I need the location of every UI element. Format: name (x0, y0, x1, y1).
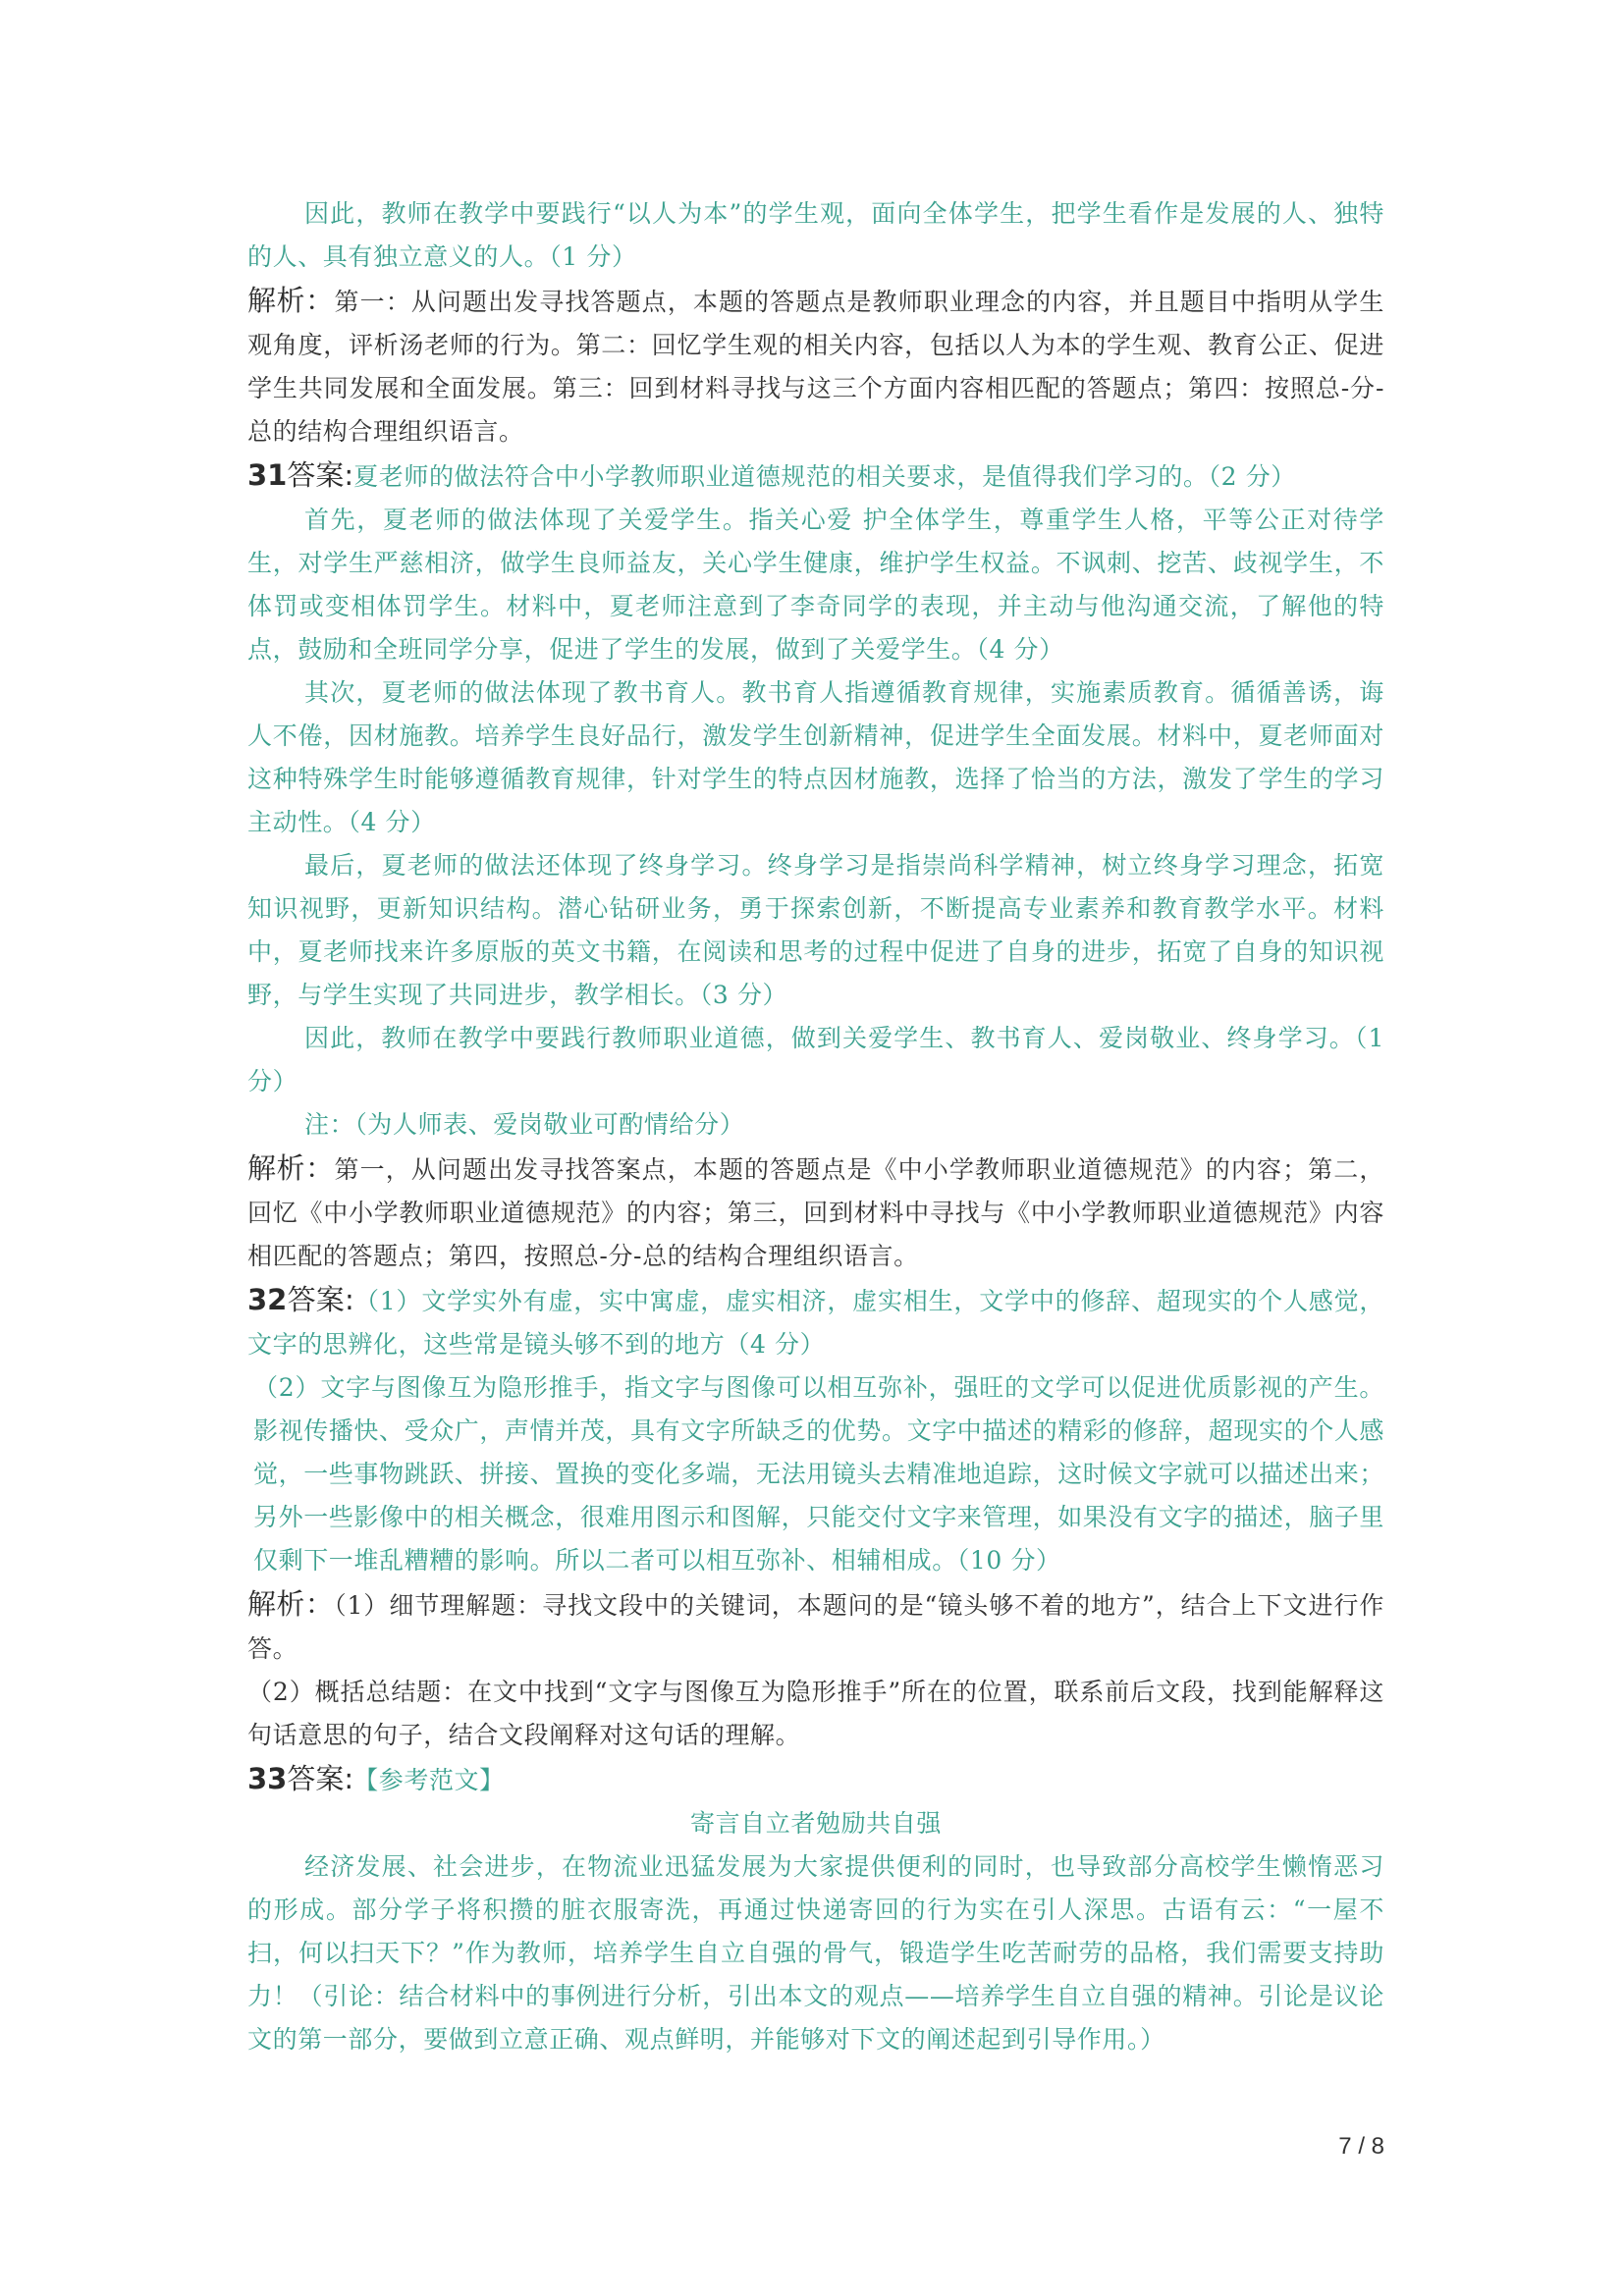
question-number: 33 (247, 1762, 288, 1795)
q30-analysis (247, 279, 1384, 454)
page-number: 7 / 8 (1338, 2133, 1384, 2160)
analysis-text: （1）细节理解题：寻找文段中的关键词，本题问的是“镜头够不着的地方”，结合上下文进行作答。 (247, 1591, 1384, 1663)
answer-label: 答案: (287, 1283, 354, 1316)
answer-lead-text: 【参考范文】 (353, 1766, 505, 1794)
q32-answer-lead (247, 1278, 1384, 1366)
analysis-label: 解析： (247, 1587, 335, 1621)
q32-analysis-2: （2）概括总结题：在文中找到“文字与图像互为隐形推手”所在的位置，联系前后文段，找到能解释这句话意思的句子，结合文段阐释对这句话的理解。 (247, 1678, 1384, 1749)
q31-paragraph-3: 最后，夏老师的做法还体现了终身学习。终身学习是指崇尚科学精神，树立终身学习理念，拓宽知识视野，更新知识结构。潜心钻研业务，勇于探索创新，不断提高专业素养和教育教学水平。材料中，夏老师找来许多原版的英文书籍，在阅读和思考的过程中促进了自身的进步，拓宽了自身的知识视野，与学生实现了共同进步，教学相长。（3 分） (247, 851, 1384, 1009)
answer-lead-text: （1）文学实外有虚，实中寓虚，虚实相济，虚实相生，文学中的修辞、超现实的个人感觉，文字的思辨化，这些常是镜头够不到的地方（4 分） (247, 1287, 1384, 1359)
essay-title: 寄言自立者勉励共自强 (689, 1809, 942, 1838)
question-number: 31 (247, 458, 288, 492)
analysis-text: 第一，从问题出发寻找答案点，本题的答题点是《中小学教师职业道德规范》的内容；第二，回忆《中小学教师职业道德规范》的内容；第三，回到材料中寻找与《中小学教师职业道德规范》内容相匹配的答题点；第四，按照总-分-总的结构合理组织语言。 (247, 1155, 1384, 1270)
question-number: 32 (247, 1283, 288, 1316)
analysis-label: 解析： (247, 284, 335, 317)
q31-answer-lead (247, 454, 1384, 499)
answer-lead-text: 夏老师的做法符合中小学教师职业道德规范的相关要求，是值得我们学习的。（2 分） (353, 462, 1296, 491)
answer-label: 答案: (287, 458, 354, 492)
q31-analysis (247, 1147, 1384, 1278)
q32-paragraph-2: （2）文字与图像互为隐形推手，指文字与图像可以相互弥补，强旺的文学可以促进优质影视的产生。影视传播快、受众广，声情并茂，具有文字所缺乏的优势。文字中描述的精彩的修辞，超现实的个人感觉，一些事物跳跃、拼接、置换的变化多端，无法用镜头去精准地追踪，这时候文字就可以描述出来；另外一些影像中的相关概念，很难用图示和图解，只能交付文字来管理，如果没有文字的描述，脑子里仅剩下一堆乱糟糟的影响。所以二者可以相互弥补、相辅相成。（10 分） (253, 1373, 1385, 1575)
document-body (247, 192, 1384, 2061)
q33-paragraph-1: 经济发展、社会进步，在物流业迅猛发展为大家提供便利的同时，也导致部分高校学生懒惰恶习的形成。部分学子将积攒的脏衣服寄洗，再通过快递寄回的行为实在引人深思。古语有云：“一屋不扫，何以扫天下？”作为教师，培养学生自立自强的骨气，锻造学生吃苦耐劳的品格，我们需要支持助力！（引论：结合材料中的事例进行分析，引出本文的观点——培养学生自立自强的精神。引论是议论文的第一部分，要做到立意正确、观点鲜明，并能够对下文的阐述起到引导作用。） (247, 1852, 1384, 2054)
q32-analysis (247, 1582, 1384, 1671)
analysis-text: 第一：从问题出发寻找答题点，本题的答题点是教师职业理念的内容，并且题目中指明从学生观角度，评析汤老师的行为。第二：回忆学生观的相关内容，包括以人为本的学生观、教育公正、促进学生共同发展和全面发展。第三：回到材料寻找与这三个方面内容相匹配的答题点；第四：按照总-分-总的结构合理组织语言。 (247, 288, 1384, 446)
q33-answer-lead (247, 1757, 1384, 1802)
q31-note: 注：（为人师表、爱岗敬业可酌情给分） (304, 1110, 745, 1139)
q31-paragraph-4: 因此，教师在教学中要践行教师职业道德，做到关爱学生、教书育人、爱岗敬业、终身学习。（1 分） (247, 1024, 1384, 1095)
q31-paragraph-1: 首先，夏老师的做法体现了关爱学生。指关心爱 护全体学生，尊重学生人格，平等公正对待学生，对学生严慈相济，做学生良师益友，关心学生健康，维护学生权益。不讽刺、挖苦、歧视学生，不体罚或变相体罚学生。材料中，夏老师注意到了李奇同学的表现，并主动与他沟通交流，了解他的特点，鼓励和全班同学分享，促进了学生的发展，做到了关爱学生。（4 分） (247, 506, 1384, 664)
q31-paragraph-2: 其次，夏老师的做法体现了教书育人。教书育人指遵循教育规律，实施素质教育。循循善诱，诲人不倦，因材施教。培养学生良好品行，激发学生创新精神，促进学生全面发展。材料中，夏老师面对这种特殊学生时能够遵循教育规律，针对学生的特点因材施教，选择了恰当的方法，激发了学生的学习主动性。（4 分） (247, 678, 1384, 836)
q30-conclusion: 因此，教师在教学中要践行“以人为本”的学生观，面向全体学生，把学生看作是发展的人、独特的人、具有独立意义的人。（1 分） (247, 199, 1384, 271)
answer-label: 答案: (287, 1762, 354, 1795)
analysis-label: 解析： (247, 1151, 335, 1185)
